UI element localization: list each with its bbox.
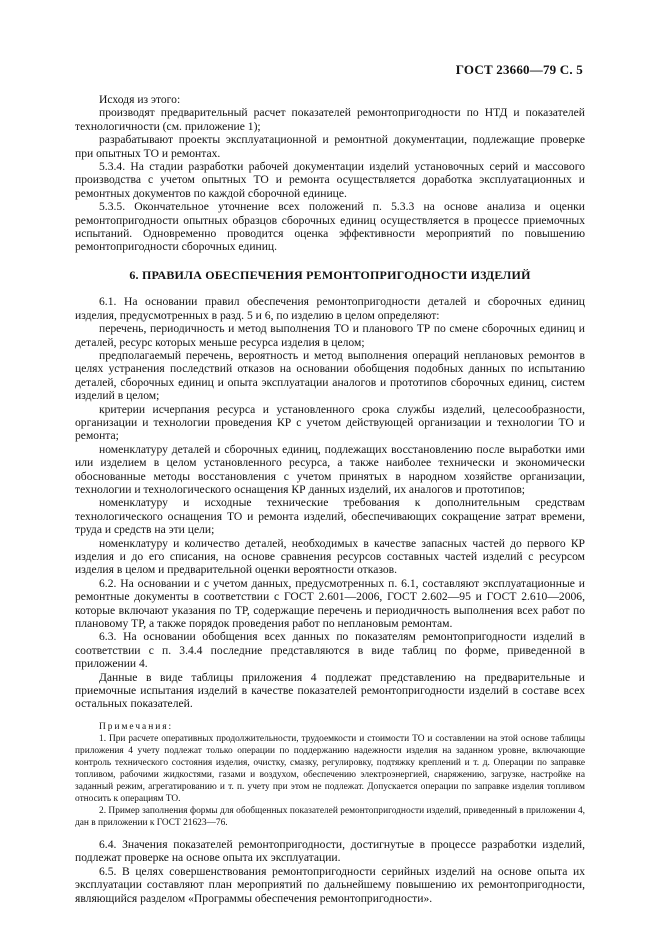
paragraph: 6.5. В целях совершенствования ремонтопригодности серийных изделий на основе опыта их эксплуатации составляют план мероприятий по дальнейшему повышению их ремонтопригодности, являющийся разделом «Программы обеспечения ремонтопригодности». (75, 864, 585, 905)
paragraph: Данные в виде таблицы приложения 4 подлежат представлению на предварительные и приемочные испытания изделий в качестве показателей ремонтопригодности изделий в составе всех остальных показателей. (75, 670, 585, 711)
note-item: 1. При расчете оперативных продолжительности, трудоемкости и стоимости ТО и составлении на этой основе таблицы приложения 4 учету подлежат только операции по поддержанию надежности изделия на заданном уровне, включающие контроль технического состояния изделия, очистку, смазку, регулировку, подтяжку креплений и т. д. Операции по заправке топливом, рабочими жидкостями, газами и воздухом, обеспечению электроэнергией, снаряжению, загрузке, настройке на заданный режим, агрегатированию и т. п. учету при этом не подлежат. Допускается операции по заправке изделия топливом относить к операциям ТО. (75, 733, 585, 804)
notes-block (75, 721, 585, 829)
paragraph: критерии исчерпания ресурса и установленного срока службы изделий, целесообразности, организации и технологии проведения КР с учетом действующей организации и технологии ТО и ремонта; (75, 402, 585, 443)
paragraph: 5.3.4. На стадии разработки рабочей документации изделий установочных серий и массового производства с учетом опытных ТО и ремонта осуществляется доработка эксплуатационных и ремонтных документов по каждой сборочной единице. (75, 160, 585, 200)
paragraph: 5.3.5. Окончательное уточнение всех положений п. 5.3.3 на основе анализа и оценки ремонтопригодности опытных образцов сборочных единиц осуществляется в процессе приемочных испытаний. Одновременно проводится оценка эффективности мероприятий по повышению ремонтопригодности сборочных единиц. (75, 200, 585, 254)
paragraph: Исходя из этого: (99, 93, 181, 106)
paragraph: номенклатуру и исходные технические требования к дополнительным средствам технологического оснащения ТО и ремонта изделий, обеспечивающих сокращение затрат времени, труда и средств на эти цели; (75, 496, 585, 537)
paragraph: номенклатуру и количество деталей, необходимых в качестве запасных частей до первого КР изделия и до его списания, на основе сравнения ресурсов составных частей изделий с ресурсом изделия в целом и предварительной оценки вероятности отказов. (75, 536, 585, 577)
page-header: ГОСТ 23660—79 С. 5 (455, 62, 583, 77)
paragraph: перечень, периодичность и метод выполнения ТО и планового ТР по смене сборочных единиц и деталей, ресурс которых меньше ресурса изделия в целом; (75, 322, 585, 349)
notes-title: Примечания: (99, 721, 174, 732)
paragraph: производят предварительный расчет показателей ремонтопригодности по НТД и показателей технологичности (см. приложение 1); (75, 106, 585, 133)
note-item: 2. Пример заполнения формы для обобщенных показателей ремонтопригодности изделий, приведенный в приложении 4, дан в приложении к ГОСТ 21623—76. (75, 805, 585, 828)
paragraph: предполагаемый перечень, вероятность и метод выполнения операций неплановых ремонтов в целях устранения последствий отказов на основании обобщения подобных данных по испытанию деталей, сборочных единиц и опыта эксплуатации аналогов и прототипов сборочных единиц, систем изделий в целом; (75, 348, 585, 403)
paragraph: 6.1. На основании правил обеспечения ремонтопригодности деталей и сборочных единиц изделия, предусмотренных в разд. 5 и 6, по изделию в целом определяют: (75, 295, 585, 322)
paragraph: 6.4. Значения показателей ремонтопригодности, достигнутые в процессе разработки изделий, подлежат проверке на основе опыта их эксплуатации. (75, 837, 585, 865)
paragraph: номенклатуру деталей и сборочных единиц, подлежащих восстановлению после выработки ими или изделием в целом установленного ресурса, а также наиболее технически и экономически обоснованные методы восстановления с учетом принятых в народном хозяйстве организации, технологии и технологического оснащения КР данных изделий, их аналогов и прототипов; (75, 442, 585, 496)
paragraph: 6.2. На основании и с учетом данных, предусмотренных п. 6.1, составляют эксплуатационные и ремонтные документы в соответствии с ГОСТ 2.601—2006, ГОСТ 2.602—95 и ГОСТ 2.610—2006, которые включают указания по ТР, содержащие перечень и периодичность выполнения всех работ по плановому ТР, а также порядок проведения работ по неплановым ремонтам. (75, 576, 585, 631)
paragraph: 6.3. На основании обобщения всех данных по показателям ремонтопригодности изделий в соответствии с п. 3.4.4 последние представляются в виде таблиц по форме, приведенной в приложении 4. (75, 630, 585, 671)
document-body (75, 93, 585, 905)
paragraph: разрабатывают проекты эксплуатационной и ремонтной документации, подлежащие проверке при опытных ТО и ремонтах. (75, 133, 585, 160)
section-heading: 6. ПРАВИЛА ОБЕСПЕЧЕНИЯ РЕМОНТОПРИГОДНОСТИ ИЗДЕЛИЙ (129, 267, 531, 282)
